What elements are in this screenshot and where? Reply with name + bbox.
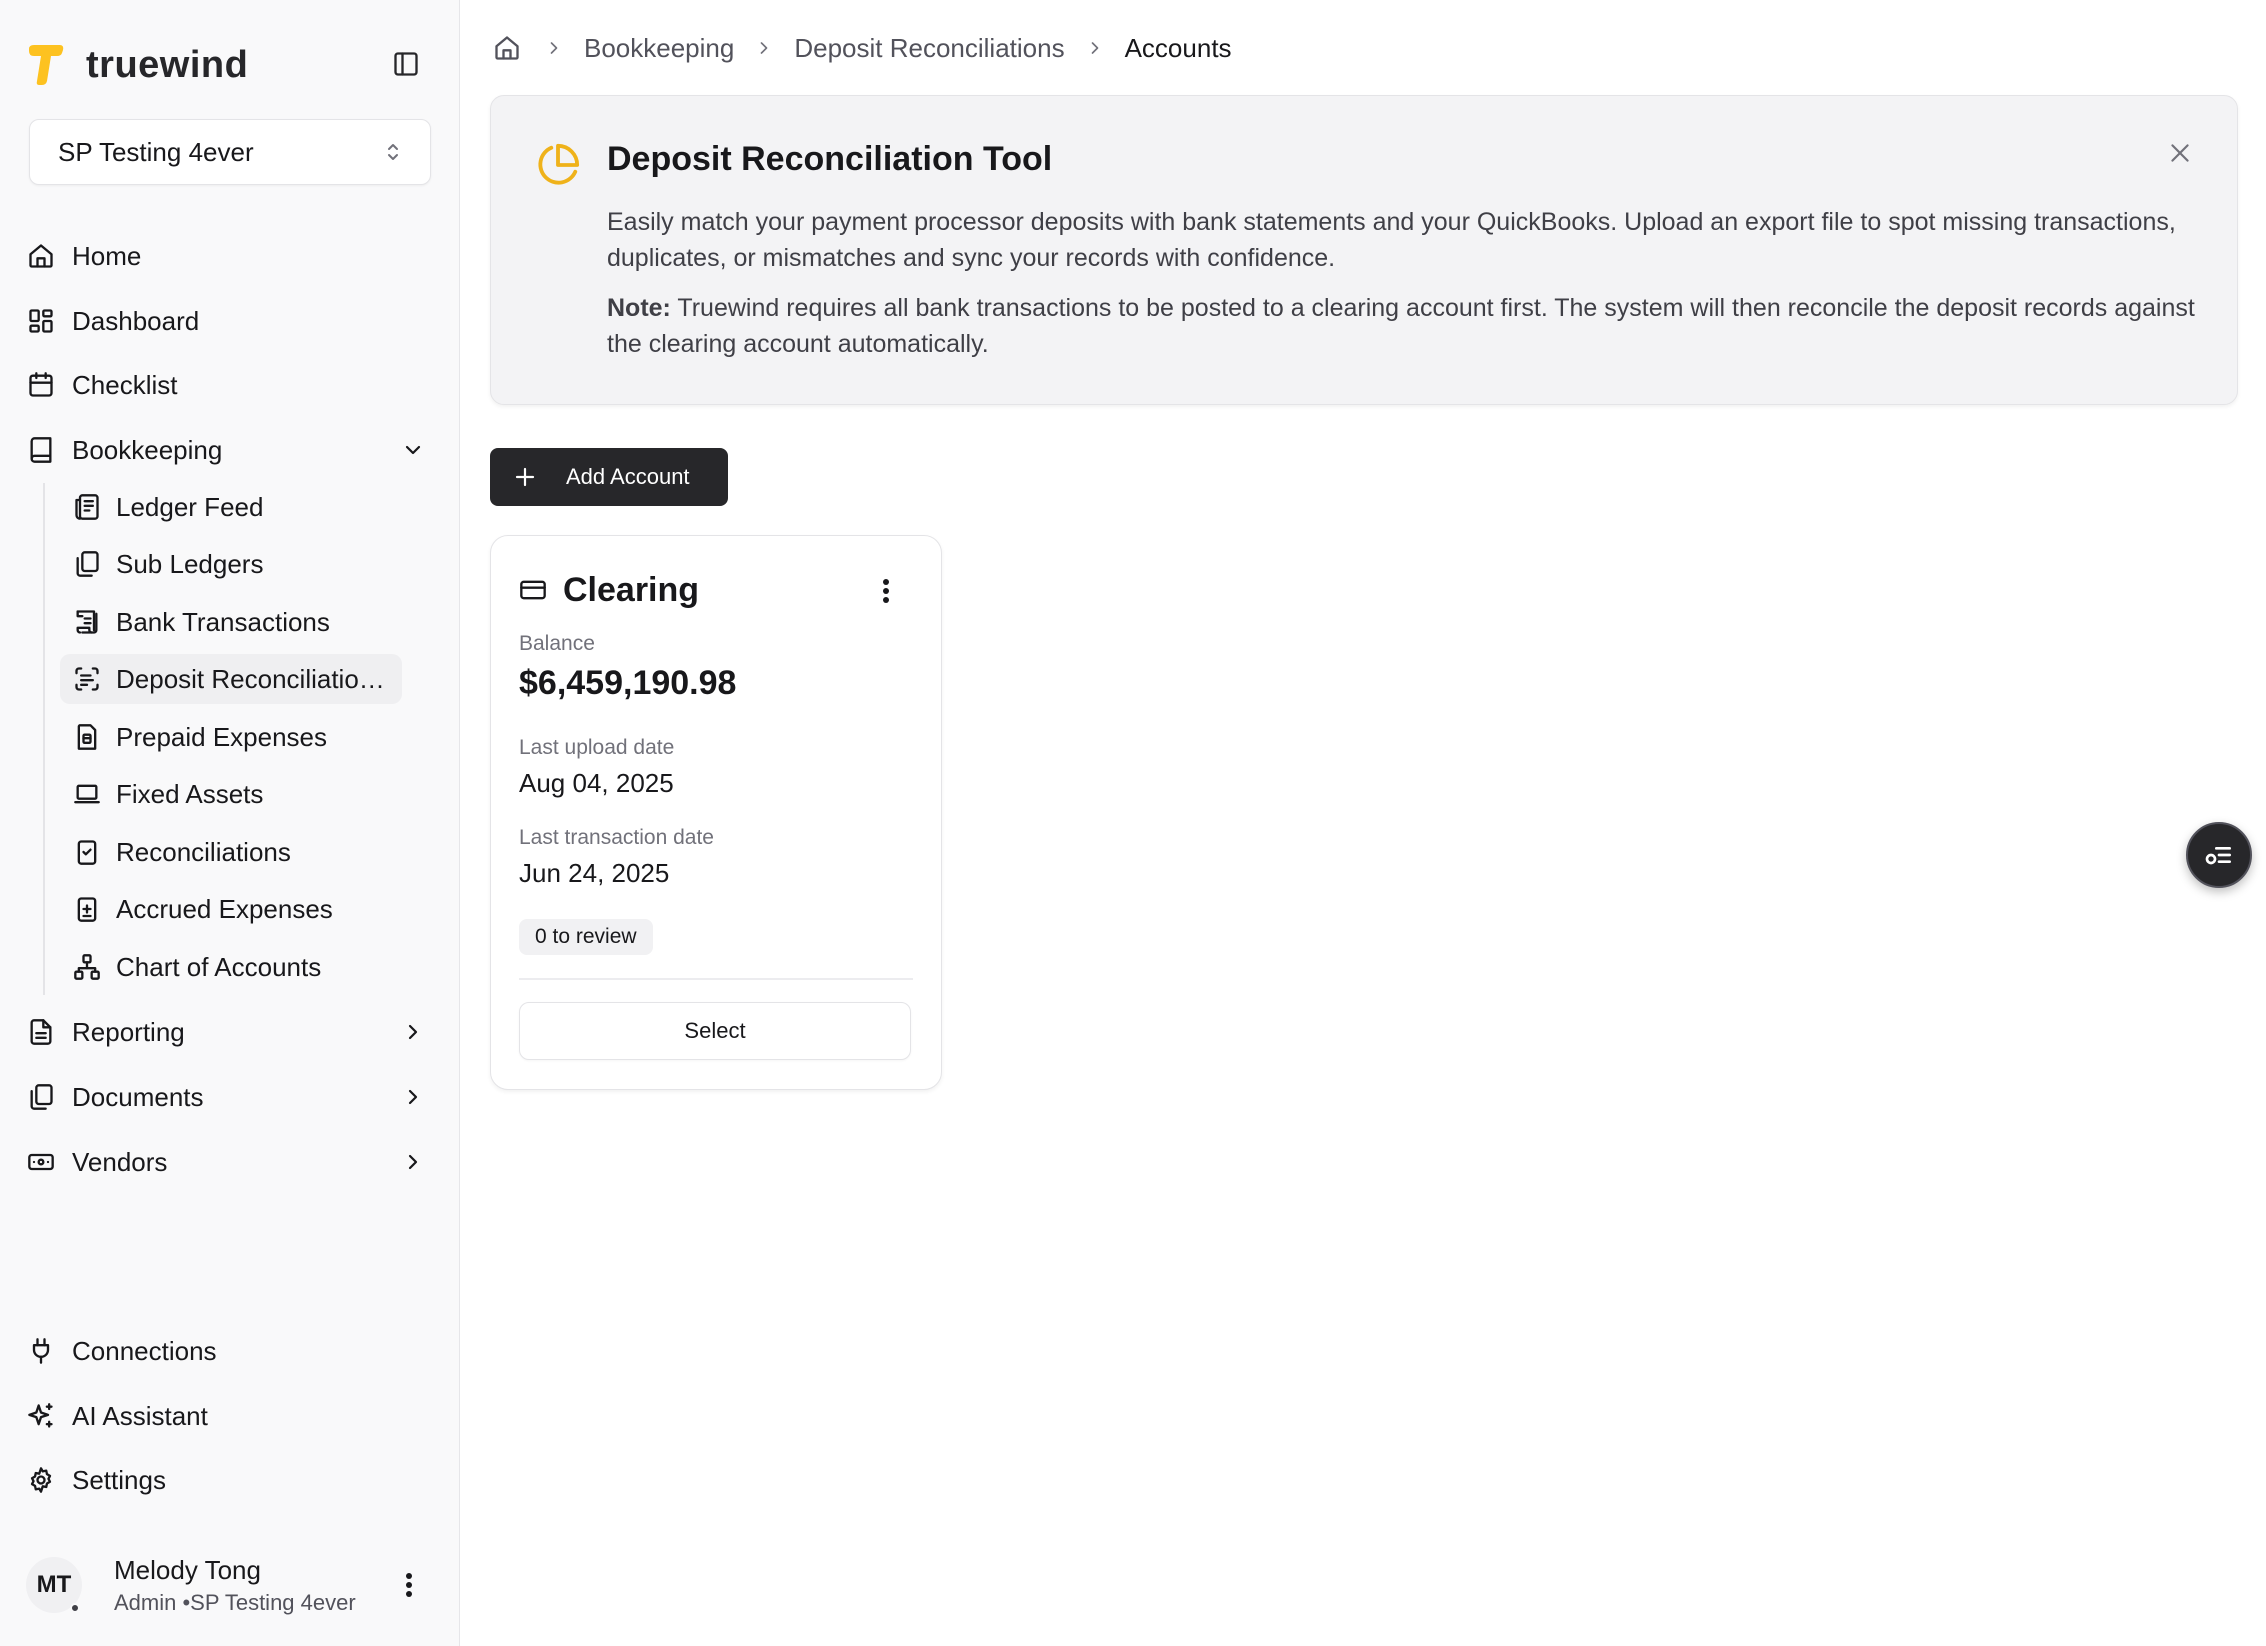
sidebar-item-label: Sub Ledgers <box>116 548 264 579</box>
status-dot <box>70 1603 80 1613</box>
sidebar-item-bookkeeping[interactable] <box>26 425 432 475</box>
breadcrumb <box>490 28 1232 68</box>
sidebar-item-label: Settings <box>72 1464 166 1495</box>
sidebar-item-deposit-reconciliations[interactable] <box>60 654 402 704</box>
banknote-icon <box>27 1148 55 1176</box>
clipboard-check-icon <box>73 838 101 866</box>
sidebar-item-label: Prepaid Expenses <box>116 721 328 752</box>
brand-name: truewind <box>86 43 249 86</box>
sidebar-item-connections[interactable] <box>26 1326 432 1376</box>
files-icon <box>27 1083 55 1111</box>
file-text-icon <box>27 1018 55 1046</box>
clipboard-plus-icon <box>73 895 101 923</box>
sidebar-item-label: Accrued Expenses <box>116 893 333 924</box>
account-name: Clearing <box>563 570 700 609</box>
copy-icon <box>73 550 101 578</box>
close-icon <box>2167 140 2193 166</box>
dashboard-icon <box>27 307 55 335</box>
ledger-icon <box>73 493 101 521</box>
sidebar-item-label: AI Assistant <box>72 1400 208 1431</box>
sidebar-item-reporting[interactable] <box>26 1007 432 1057</box>
sidebar-item-vendors[interactable] <box>26 1137 432 1187</box>
gear-icon <box>27 1466 55 1494</box>
chevrons-up-down-icon <box>384 141 402 163</box>
select-account-button[interactable]: Select <box>519 1002 911 1060</box>
sidebar-item-dashboard[interactable] <box>26 296 432 346</box>
breadcrumb-home[interactable] <box>490 31 524 65</box>
add-account-button[interactable] <box>490 448 728 506</box>
review-count-badge: 0 to review <box>519 919 653 955</box>
sidebar-item-chart-of-accounts[interactable] <box>60 942 402 992</box>
panel-left-icon <box>392 50 420 78</box>
banner-note-label: Note: <box>607 294 671 322</box>
calendar-check-icon <box>27 371 55 399</box>
last-transaction-value: Jun 24, 2025 <box>519 858 670 888</box>
sidebar <box>0 0 460 1646</box>
sidebar-item-label: Connections <box>72 1335 217 1366</box>
close-banner-button[interactable] <box>2165 138 2195 168</box>
chevron-right-icon <box>1085 38 1105 58</box>
sidebar-item-accrued-expenses[interactable] <box>60 884 402 934</box>
book-icon <box>27 436 55 464</box>
receipt-icon <box>73 723 101 751</box>
last-upload-value: Aug 04, 2025 <box>519 768 674 798</box>
list-filter-icon <box>2203 839 2235 871</box>
house-icon <box>27 242 55 270</box>
truewind-logo-icon <box>26 43 66 87</box>
breadcrumb-bookkeeping[interactable]: Bookkeeping <box>584 32 735 63</box>
chevron-right-icon <box>754 38 774 58</box>
user-profile[interactable] <box>26 1548 432 1622</box>
last-upload-label: Last upload date <box>519 736 675 759</box>
sidebar-item-label: Checklist <box>72 369 178 400</box>
org-selector[interactable] <box>29 119 431 185</box>
floating-action-button[interactable] <box>2186 822 2252 888</box>
add-account-label: Add Account <box>566 464 690 489</box>
org-selector-value: SP Testing 4ever <box>58 136 254 167</box>
account-card <box>490 535 942 1090</box>
more-vertical-icon <box>405 1572 413 1598</box>
balance-label: Balance <box>519 632 595 655</box>
scroll-icon <box>73 608 101 636</box>
sidebar-item-label: Reporting <box>72 1016 185 1047</box>
sidebar-item-documents[interactable] <box>26 1072 432 1122</box>
user-menu-button[interactable] <box>394 1570 424 1600</box>
more-vertical-icon <box>882 578 890 604</box>
sidebar-item-fixed-assets[interactable] <box>60 769 402 819</box>
last-transaction-label: Last transaction date <box>519 826 714 849</box>
plug-icon <box>27 1337 55 1365</box>
banner-note-text: Truewind requires all bank transactions to be posted to a clearing account first. The system will then reconcile the deposit records against the clearing account automatically. <box>607 294 2195 358</box>
sidebar-item-label: Chart of Accounts <box>116 951 322 982</box>
sidebar-item-settings[interactable] <box>26 1455 432 1505</box>
banner-description: Easily match your payment processor deposits with bank statements and your QuickBooks. Upload an export file to spot missing transactions, duplicates, or mismatches and sync your records with confidence. <box>607 208 2176 272</box>
balance-value: $6,459,190.98 <box>519 664 737 702</box>
banner-note <box>607 290 2207 362</box>
chevron-right-icon <box>401 1020 425 1044</box>
sidebar-item-checklist[interactable] <box>26 360 432 410</box>
avatar <box>26 1557 82 1613</box>
banner-title: Deposit Reconciliation Tool <box>607 140 1053 178</box>
sidebar-item-ledger-feed[interactable] <box>60 482 402 532</box>
chevron-down-icon <box>401 438 425 462</box>
sidebar-item-ai-assistant[interactable] <box>26 1391 432 1441</box>
sidebar-item-bank-transactions[interactable] <box>60 597 402 647</box>
network-icon <box>73 953 101 981</box>
brand[interactable] <box>26 40 248 90</box>
breadcrumb-deposit-reconciliations[interactable]: Deposit Reconciliations <box>794 32 1065 63</box>
sidebar-item-label: Fixed Assets <box>116 778 264 809</box>
account-menu-button[interactable] <box>871 576 901 606</box>
sidebar-item-label: Vendors <box>72 1146 168 1177</box>
submenu-rail <box>43 483 45 995</box>
sidebar-item-label: Documents <box>72 1081 204 1112</box>
sidebar-item-label: Home <box>72 240 142 271</box>
sidebar-item-reconciliations[interactable] <box>60 827 402 877</box>
sidebar-item-home[interactable] <box>26 231 432 281</box>
avatar-initials: MT <box>36 1571 72 1598</box>
sidebar-item-label: Ledger Feed <box>116 491 264 522</box>
user-name: Melody Tong <box>114 1554 261 1585</box>
pie-chart-icon <box>535 142 581 188</box>
breadcrumb-accounts: Accounts <box>1124 32 1232 63</box>
sparkles-icon <box>27 1402 55 1430</box>
main-content <box>460 0 2266 1646</box>
sidebar-item-label: Bank Transactions <box>116 606 330 637</box>
sidebar-toggle-button[interactable] <box>386 44 426 84</box>
credit-card-icon <box>519 576 547 604</box>
house-icon <box>493 34 521 62</box>
chevron-right-icon <box>401 1150 425 1174</box>
sidebar-item-label: Deposit Reconciliations <box>116 663 386 694</box>
sidebar-item-label: Reconciliations <box>116 836 291 867</box>
info-banner <box>490 95 2238 405</box>
plus-icon <box>513 465 537 489</box>
sidebar-item-sub-ledgers[interactable] <box>60 539 402 589</box>
user-role: Admin •SP Testing 4ever <box>114 1589 356 1615</box>
chevron-right-icon <box>544 38 564 58</box>
scan-text-icon <box>73 665 101 693</box>
sidebar-item-label: Dashboard <box>72 305 200 336</box>
chevron-right-icon <box>401 1085 425 1109</box>
sidebar-item-prepaid-expenses[interactable] <box>60 712 402 762</box>
card-divider <box>519 978 913 980</box>
sidebar-item-label: Bookkeeping <box>72 434 223 465</box>
laptop-icon <box>73 780 101 808</box>
